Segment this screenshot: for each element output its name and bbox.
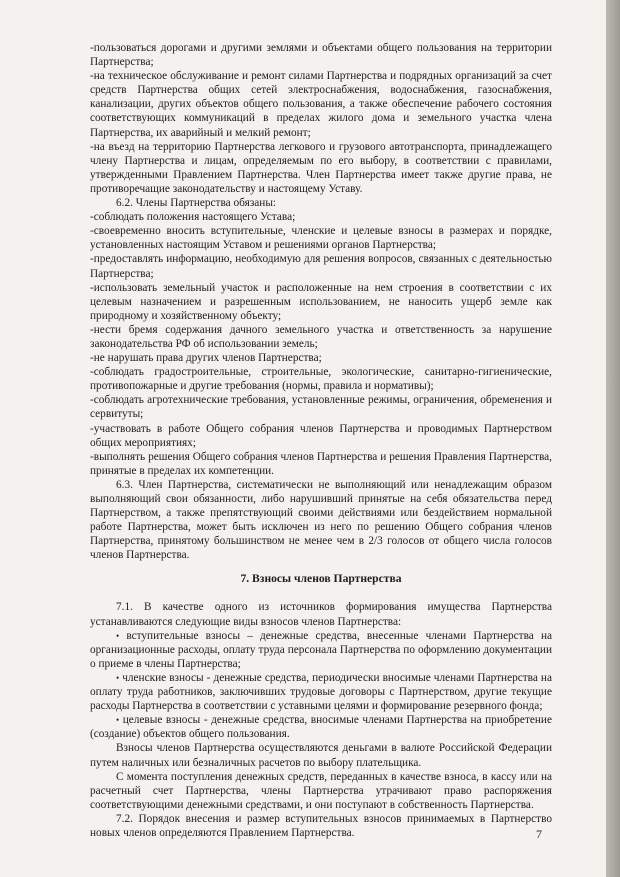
section-7-title: 7. Взносы членов Партнерства bbox=[240, 572, 402, 586]
right-vehicle-entry: -на въезд на территорию Партнерства легкового и грузового автотранспорта, принадлежащего члену Партнерства и лицам, определяемым по его выбору, в соответствии с правилами, утвержденными Правлением Партнерства. Член Партнерства имеет также другие права, не противоречащие законодательству и настоящему Уставу. bbox=[90, 140, 552, 195]
bullet-text: целевые взносы - денежные средства, вносимые членами Партнерства на приобретение (создание) объектов общего пользования. bbox=[90, 714, 552, 741]
duty-item: -не нарушать права других членов Партнерства; bbox=[90, 352, 322, 365]
bullet-icon: • bbox=[116, 715, 120, 726]
duty-item: -использовать земельный участок и расположенные на нем строения в соответствии с их целевым назначением и разрешенным использованием, не наносить ущерб земле как природному и хозяйственному объекту; bbox=[90, 281, 552, 322]
page-edge-shadow bbox=[606, 0, 620, 877]
duty-item: -соблюдать градостроительные, строительные, экологические, санитарно-гигиенические, противопожарные и другие требования (нормы, правила и нормативы); bbox=[90, 366, 552, 393]
bullet-text: членские взносы - денежные средства, периодически вносимые членами Партнерства на оплату труда работников, заключивших трудовые договоры с Партнерством, другие текущие расходы Партнерства в соответствии с уставными целями и формирование резервного фонда; bbox=[90, 671, 552, 713]
duty-item: -участвовать в работе Общего собрания членов Партнерства и проводимых Партнерством общих мероприятиях; bbox=[90, 422, 552, 449]
bullet-icon: • bbox=[116, 630, 120, 641]
right-maintenance: -на техническое обслуживание и ремонт силами Партнерства и подрядных организаций за счет средств Партнерства общих сетей электроснабжения, водоснабжения, газоснабжения, канализации, других объектов общего пользования, а также обеспечение рабочего состояния соответствующих коммуникаций в пределах жилого дома и земельного участка члена Партнерства, их аварийный и мелкий ремонт; bbox=[90, 70, 552, 139]
duty-item: -нести бремя содержания дачного земельного участка и ответственность за нарушение законодательства РФ об использовании земель; bbox=[90, 323, 552, 350]
clause-7-2: 7.2. Порядок внесения и размер вступительных взносов принимаемых в Партнерство новых членов определяются Правлением Партнерства. bbox=[90, 812, 552, 839]
right-roads: -пользоваться дорогами и другими землями и объектами общего пользования на территории Партнерства; bbox=[90, 42, 552, 69]
duty-item: -своевременно вносить вступительные, членские и целевые взносы в размерах и порядке, установленных настоящим Уставом и решениями органов Партнерства; bbox=[90, 225, 552, 252]
duties-heading: 6.2. Члены Партнерства обязаны: bbox=[116, 197, 277, 210]
clause-6-3: 6.3. Член Партнерства, систематически не выполняющий или ненадлежащим образом выполняющий свои обязанности, либо нарушивший принятые на себя обязательства перед Партнерством, а также препятствующий своими действиями или бездействием нормальной работе Партнерства, может быть исключен из него по решению Общего собрания членов Партнерства, принятому большинством не менее чем в 2/3 голосов от общего числа голосов членов Партнерства. bbox=[90, 478, 552, 562]
duty-item: -выполнять решения Общего собрания членов Партнерства и решения Правления Партнерства, принятые в пределах их компетенции. bbox=[90, 450, 552, 477]
ownership-paragraph: С момента поступления денежных средств, переданных в качестве взноса, в кассу или на расчетный счет Партнерства, члены Партнерства утрачивают право распоряжения соответствующими денежными средствами, и они поступают в собственность Партнерства. bbox=[90, 770, 552, 811]
bullet-text: вступительные взносы – денежные средства, внесенные членами Партнерства на организационные расходы, оплату труда персонала Партнерства по оформлению документации о приеме в члены Партнерства; bbox=[90, 629, 553, 670]
duty-item: -соблюдать агротехнические требования, установленные режимы, ограничения, обременения и сервитуты; bbox=[90, 394, 552, 421]
bullet-membership-fees bbox=[90, 671, 552, 713]
duty-item: -предоставлять информацию, необходимую для решения вопросов, связанных с деятельностью Партнерства; bbox=[90, 253, 552, 280]
duty-item: -соблюдать положения настоящего Устава; bbox=[90, 211, 296, 224]
payment-paragraph: Взносы членов Партнерства осуществляются деньгами в валюте Российской Федерации путем наличных или безналичных расчетов по выбору плательщика. bbox=[90, 742, 552, 769]
bullet-target-fees bbox=[90, 713, 552, 741]
bullet-icon: • bbox=[116, 672, 120, 683]
clause-7-1: 7.1. В качестве одного из источников формирования имущества Партнерства устанавливаются следующие виды взносов членов Партнерства: bbox=[90, 601, 552, 628]
page-number: 7 bbox=[536, 827, 542, 841]
bullet-entrance-fees bbox=[90, 629, 552, 671]
page-content bbox=[90, 41, 552, 840]
